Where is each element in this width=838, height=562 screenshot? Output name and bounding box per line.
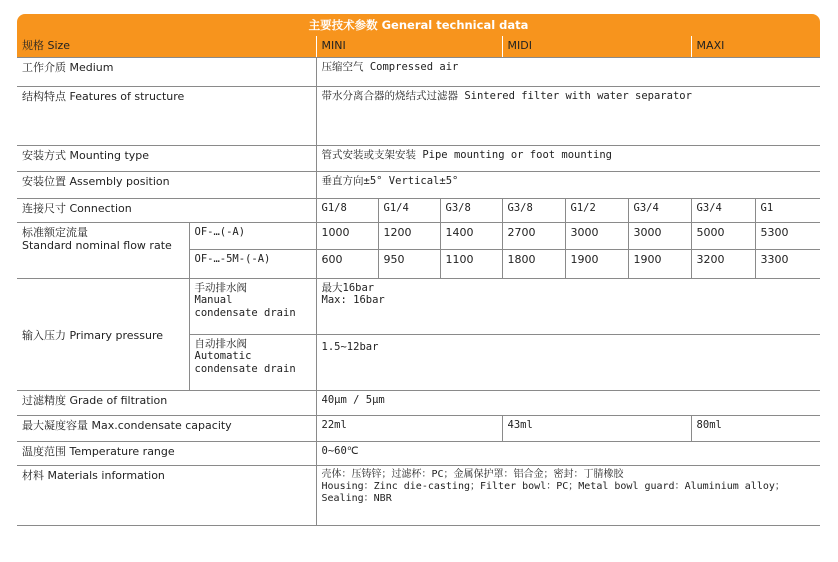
automatic-drain-label-en1: Automatic <box>194 350 252 363</box>
manual-pressure-max-cn: 最大16bar <box>321 281 375 294</box>
flow-label-cn: 标准额定流量 <box>22 225 88 239</box>
mounting-value: 管式安装或支架安装 Pipe mounting or foot mounting <box>316 145 820 171</box>
flow-value: 950 <box>378 249 440 278</box>
connection-value: G1/4 <box>378 198 440 222</box>
manual-drain-label-cn: 手动排水阀 <box>194 281 247 294</box>
size-row <box>17 36 820 57</box>
flow-value: 3000 <box>628 222 691 249</box>
medium-label: 工作介质 Medium <box>17 57 316 86</box>
manual-drain-label-en2: condensate drain <box>194 306 296 319</box>
connection-value: G3/4 <box>691 198 755 222</box>
pressure-row-manual <box>17 278 820 334</box>
flow-value: 600 <box>316 249 378 278</box>
manual-pressure-value <box>316 278 820 334</box>
manual-drain-label-en1: Manual <box>194 294 233 307</box>
assembly-value: 垂直方向±5° Vertical±5° <box>316 171 820 198</box>
filtration-label: 过滤精度 Grade of filtration <box>17 390 316 415</box>
condensate-maxi: 80ml <box>691 415 820 441</box>
medium-row <box>17 57 820 86</box>
connection-value: G3/4 <box>628 198 691 222</box>
structure-row <box>17 86 820 145</box>
structure-value: 带水分离合器的烧结式过滤器 Sintered filter with water separator <box>316 86 820 145</box>
flow-value: 1900 <box>565 249 628 278</box>
condensate-midi: 43ml <box>502 415 691 441</box>
size-midi: MIDI <box>502 36 691 57</box>
flow-model: OF-…(-A) <box>189 222 316 249</box>
flow-value: 5000 <box>691 222 755 249</box>
filtration-row <box>17 390 820 415</box>
condensate-row <box>17 415 820 441</box>
connection-value: G3/8 <box>502 198 565 222</box>
size-label: 规格 Size <box>17 36 316 57</box>
flow-value: 1200 <box>378 222 440 249</box>
assembly-row <box>17 171 820 198</box>
condensate-label: 最大凝度容量 Max.condensate capacity <box>17 415 316 441</box>
connection-value: G3/8 <box>440 198 502 222</box>
automatic-pressure-value: 1.5~12bar <box>316 334 820 390</box>
temperature-row <box>17 441 820 465</box>
temperature-label: 温度范围 Temperature range <box>17 441 316 465</box>
size-mini: MINI <box>316 36 502 57</box>
mounting-label: 安装方式 Mounting type <box>17 145 316 171</box>
flow-value: 1900 <box>628 249 691 278</box>
flow-value: 3300 <box>755 249 820 278</box>
mounting-row <box>17 145 820 171</box>
materials-line-cn: 壳体：压铸锌；过滤杯：PC；金属保护罩：铝合金；密封：丁腈橡胶 <box>321 468 624 480</box>
technical-data-table <box>17 36 820 526</box>
temperature-value: 0~60℃ <box>316 441 820 465</box>
manual-pressure-max-en: Max: 16bar <box>321 294 385 307</box>
flow-value: 5300 <box>755 222 820 249</box>
technical-data-sheet <box>17 14 820 526</box>
flow-value: 3000 <box>565 222 628 249</box>
connection-value: G1 <box>755 198 820 222</box>
size-maxi: MAXI <box>691 36 820 57</box>
pressure-label: 输入压力 Primary pressure <box>17 278 189 390</box>
medium-value: 压缩空气 Compressed air <box>316 57 820 86</box>
flow-value: 3200 <box>691 249 755 278</box>
connection-row <box>17 198 820 222</box>
automatic-drain-label <box>189 334 316 390</box>
flow-label <box>17 222 189 278</box>
manual-drain-label <box>189 278 316 334</box>
automatic-drain-label-en2: condensate drain <box>194 362 296 375</box>
materials-row <box>17 465 820 525</box>
connection-label: 连接尺寸 Connection <box>17 198 316 222</box>
flow-value: 1400 <box>440 222 502 249</box>
flow-value: 1800 <box>502 249 565 278</box>
materials-line-en2: Sealing：NBR <box>321 492 392 504</box>
condensate-mini: 22ml <box>316 415 502 441</box>
structure-label: 结构特点 Features of structure <box>17 86 316 145</box>
automatic-drain-label-cn: 自动排水阀 <box>194 337 247 350</box>
flow-row-standard <box>17 222 820 249</box>
table-title: 主要技术参数 General technical data <box>17 14 820 36</box>
connection-value: G1/8 <box>316 198 378 222</box>
flow-value: 2700 <box>502 222 565 249</box>
materials-label: 材料 Materials information <box>17 465 316 525</box>
materials-line-en1: Housing：Zinc die-casting；Filter bowl：PC；Metal bowl guard：Aluminium alloy； <box>321 480 785 492</box>
connection-value: G1/2 <box>565 198 628 222</box>
flow-value: 1100 <box>440 249 502 278</box>
flow-model: OF-…-5M-(-A) <box>189 249 316 278</box>
materials-value <box>316 465 820 525</box>
assembly-label: 安装位置 Assembly position <box>17 171 316 198</box>
filtration-value: 40μm / 5μm <box>316 390 820 415</box>
flow-label-en: Standard nominal flow rate <box>22 238 172 252</box>
flow-value: 1000 <box>316 222 378 249</box>
